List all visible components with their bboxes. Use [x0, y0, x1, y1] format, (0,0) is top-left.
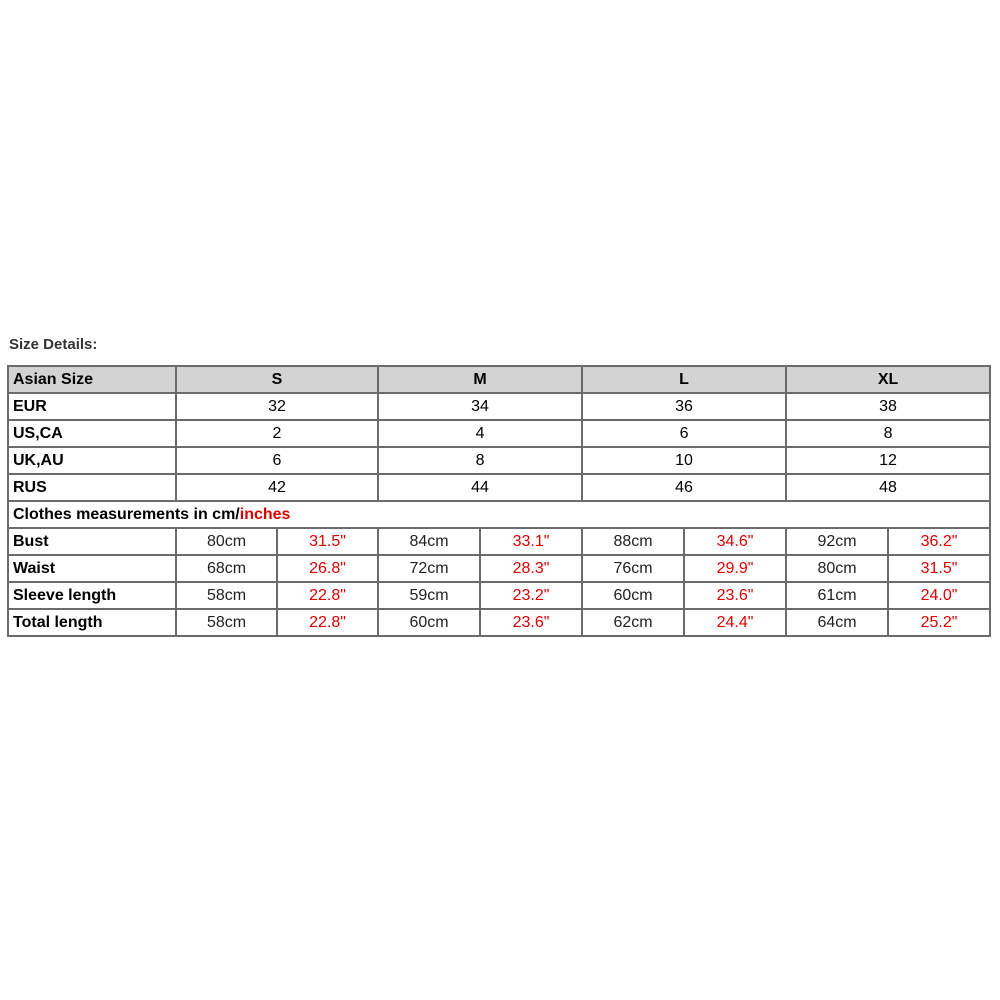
row-label: UK,AU [8, 447, 176, 474]
table-cell: 42 [176, 474, 378, 501]
inch-cell: 22.8" [277, 609, 378, 636]
section-highlight: inches [239, 505, 291, 523]
table-cell: 6 [582, 420, 786, 447]
size-header-s: S [176, 366, 378, 393]
table-cell: 46 [582, 474, 786, 501]
conversion-row-eur [8, 393, 990, 420]
row-label: Sleeve length [8, 582, 176, 609]
row-label: US,CA [8, 420, 176, 447]
cm-cell: 60cm [582, 582, 684, 609]
cm-cell: 59cm [378, 582, 480, 609]
table-cell: 12 [786, 447, 990, 474]
inch-cell: 29.9" [684, 555, 786, 582]
table-cell: 4 [378, 420, 582, 447]
inch-cell: 36.2" [888, 528, 990, 555]
table-cell: 32 [176, 393, 378, 420]
section-row [8, 501, 990, 528]
measurement-row-waist [8, 555, 990, 582]
table-cell: 8 [786, 420, 990, 447]
inch-cell: 31.5" [888, 555, 990, 582]
inch-cell: 31.5" [277, 528, 378, 555]
cm-cell: 61cm [786, 582, 888, 609]
inch-cell: 23.2" [480, 582, 582, 609]
inch-cell: 28.3" [480, 555, 582, 582]
conversion-row-us-ca [8, 420, 990, 447]
cm-cell: 80cm [176, 528, 277, 555]
cm-cell: 76cm [582, 555, 684, 582]
inch-cell: 33.1" [480, 528, 582, 555]
cm-cell: 88cm [582, 528, 684, 555]
cm-cell: 72cm [378, 555, 480, 582]
inch-cell: 26.8" [277, 555, 378, 582]
row-label: Waist [8, 555, 176, 582]
measurement-row-sleeve-length [8, 582, 990, 609]
cm-cell: 58cm [176, 609, 277, 636]
inch-cell: 25.2" [888, 609, 990, 636]
header-label: Asian Size [8, 366, 176, 393]
table-cell: 2 [176, 420, 378, 447]
size-header-xl: XL [786, 366, 990, 393]
cm-cell: 68cm [176, 555, 277, 582]
table-cell: 38 [786, 393, 990, 420]
cm-cell: 80cm [786, 555, 888, 582]
row-label: Total length [8, 609, 176, 636]
table-cell: 44 [378, 474, 582, 501]
inch-cell: 24.4" [684, 609, 786, 636]
row-label: Bust [8, 528, 176, 555]
header-row [8, 366, 990, 393]
cm-cell: 92cm [786, 528, 888, 555]
inch-cell: 23.6" [480, 609, 582, 636]
section-prefix: Clothes measurements in cm/ [13, 505, 240, 523]
inch-cell: 24.0" [888, 582, 990, 609]
section-heading [8, 501, 990, 528]
size-header-m: M [378, 366, 582, 393]
cm-cell: 84cm [378, 528, 480, 555]
cm-cell: 60cm [378, 609, 480, 636]
table-cell: 36 [582, 393, 786, 420]
cm-cell: 62cm [582, 609, 684, 636]
table-cell: 8 [378, 447, 582, 474]
size-header-l: L [582, 366, 786, 393]
conversion-row-rus [8, 474, 990, 501]
cm-cell: 64cm [786, 609, 888, 636]
size-table [7, 365, 991, 637]
inch-cell: 23.6" [684, 582, 786, 609]
table-cell: 48 [786, 474, 990, 501]
inch-cell: 22.8" [277, 582, 378, 609]
inch-cell: 34.6" [684, 528, 786, 555]
table-cell: 6 [176, 447, 378, 474]
row-label: RUS [8, 474, 176, 501]
measurement-row-total-length [8, 609, 990, 636]
cm-cell: 58cm [176, 582, 277, 609]
page-title: Size Details: [9, 336, 98, 353]
conversion-row-uk-au [8, 447, 990, 474]
table-cell: 10 [582, 447, 786, 474]
row-label: EUR [8, 393, 176, 420]
table-cell: 34 [378, 393, 582, 420]
measurement-row-bust [8, 528, 990, 555]
